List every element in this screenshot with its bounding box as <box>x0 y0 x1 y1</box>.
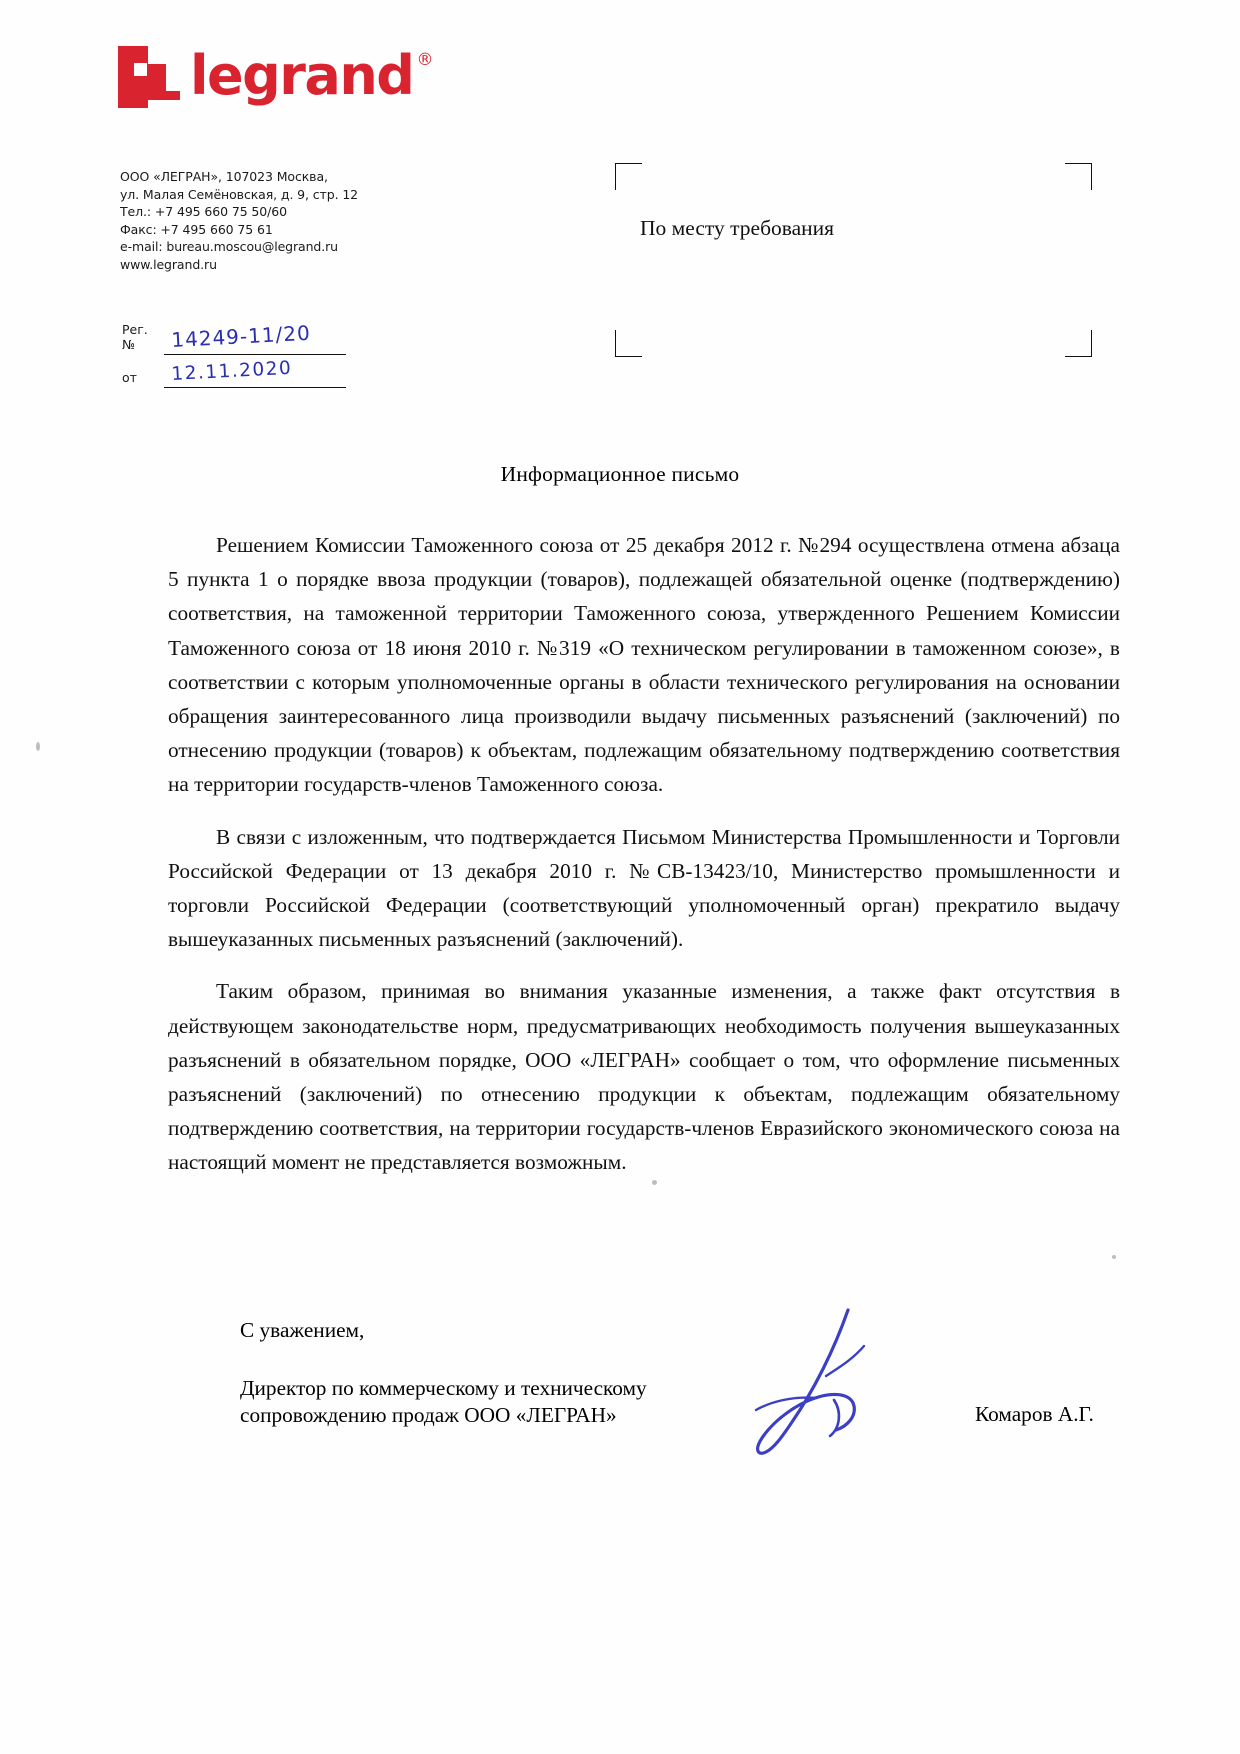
registration-number-row <box>122 322 346 355</box>
handwritten-signature-icon <box>730 1280 960 1470</box>
document-body <box>168 528 1120 1180</box>
body-paragraph-1: Решением Комиссии Таможенного союза от 25 декабря 2012 г. №294 осуществлена отмена абзаца 5 пункта 1 о порядке ввоза продукции (товаров), подлежащей обязательной оценке (подтверждению) соответствия, на таможенной территории Таможенного союза, утвержденного Решением Комиссии Таможенного союза от 18 июня 2010 г. №319 «О техническом регулировании в таможенном союзе», в соответствии с которым уполномоченные органы в области технического регулирования на основании обращения заинтересованного лица производили выдачу письменных разъяснений (заключений) по отнесению продукции (товаров) к объектам, подлежащим обязательному подтверждению соответствия на территории государств-членов Таможенного союза. <box>168 533 1120 797</box>
scan-speck <box>36 742 40 751</box>
scan-speck <box>1112 1255 1116 1259</box>
sender-line-1: ООО «ЛЕГРАН», 107023 Москва, <box>120 169 328 184</box>
sender-line-5: e-mail: bureau.moscou@legrand.ru <box>120 239 339 255</box>
registration-date-label: от <box>122 370 137 385</box>
registered-trademark-icon: ® <box>416 50 434 70</box>
sender-line-3: Тел.: +7 495 660 75 50/60 <box>120 204 287 220</box>
registration-block <box>122 322 346 388</box>
signer-role <box>240 1375 740 1429</box>
scan-speck <box>652 1180 657 1185</box>
sender-details <box>120 168 358 274</box>
registration-number-field[interactable] <box>164 320 346 355</box>
registration-date-field[interactable] <box>164 357 346 388</box>
signer-role-line-2: сопровождению продаж ООО «ЛЕГРАН» <box>240 1403 617 1427</box>
registration-number-handwriting: 14249-11/20 <box>170 320 312 352</box>
document-title: Информационное письмо <box>500 462 740 486</box>
registration-number-label: Рег. № <box>122 322 148 352</box>
body-paragraph-3: Таким образом, принимая во внимания указанные изменения, а также факт отсутствия в действующем законодательстве норм, предусматривающих необходимость получения вышеуказанных разъяснений в обязательном порядке, ООО «ЛЕГРАН» сообщает о том, что оформление письменных разъяснений (заключений) по отнесению продукции к объектам, подлежащим обязательному подтверждению соответствия, на территории государств-членов Евразийского экономического союза на настоящий момент не представляется возможным. <box>168 979 1120 1175</box>
body-paragraph-2: В связи с изложенным, что подтверждается Письмом Министерства Промышленности и Торговли Российской Федерации от 13 декабря 2010 г. №СВ-13423/10, Министерство промышленности и торговли Российской Федерации (соответствующий уполномоченный орган) прекратило выдачу вышеуказанных письменных разъяснений (заключений). <box>168 824 1120 952</box>
registration-date-row <box>122 355 346 388</box>
address-frame-corner-top-right <box>1065 163 1092 190</box>
sender-line-6: www.legrand.ru <box>120 256 217 272</box>
signer-role-line-1: Директор по коммерческому и техническому <box>240 1376 647 1400</box>
legrand-wordmark: legrand <box>190 44 414 107</box>
address-frame-corner-bottom-left <box>615 330 642 357</box>
registration-date-handwriting: 12.11.2020 <box>170 357 293 385</box>
sender-line-4: Факс: +7 495 660 75 61 <box>120 221 273 237</box>
addressee-text: По месту требования <box>640 216 835 240</box>
sender-line-2: ул. Малая Семёновская, д. 9, стр. 12 <box>120 186 359 202</box>
legrand-logo-mark-icon <box>118 46 180 108</box>
signature-closing: С уважением, <box>240 1318 365 1342</box>
legrand-logo <box>118 44 434 108</box>
address-frame-corner-top-left <box>615 163 642 190</box>
address-frame-corner-bottom-right <box>1065 330 1092 357</box>
signer-name: Комаров А.Г. <box>975 1402 1094 1426</box>
